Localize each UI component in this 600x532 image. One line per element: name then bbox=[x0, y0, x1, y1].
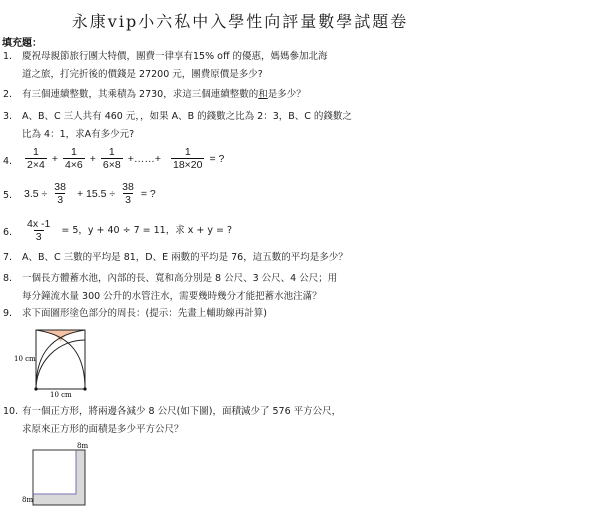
fraction: $\frac{4x -1}{3}$ bbox=[27, 218, 51, 243]
side-length-label: 10 cm bbox=[14, 355, 36, 363]
question-number: 7. bbox=[3, 252, 13, 263]
question-number: 4. bbox=[3, 156, 13, 167]
fraction: $\frac{38}{3}$ bbox=[54, 181, 66, 206]
fraction: $\frac{1}{2\times 4}$ bbox=[27, 146, 45, 171]
question-text: A、B、C 三人共有 460 元，，如果 A、B 的錢數之比為 2：3，B、C 的錢數之 bbox=[22, 111, 352, 122]
page-title: 永康vip小六私中入學性向評量數學試題卷 bbox=[71, 12, 409, 31]
question-text: 比為 4：1，求A有多少元? bbox=[22, 129, 135, 140]
question-number: 6. bbox=[3, 227, 13, 238]
question-text: 每分鐘流水量 300 公升的水管注水，需要幾時幾分才能把蓄水池注滿？ bbox=[22, 291, 322, 302]
math-expression: $\frac{4x -1}{3}$ = 5，y + 40 ÷ 7 = 11，求 x + y = ? bbox=[27, 218, 233, 243]
underlined-word: 和 bbox=[258, 89, 268, 100]
question-number: 2. bbox=[3, 89, 13, 100]
question-text: 是多少？ bbox=[267, 89, 306, 100]
question-text: 有三個連續整數，其乘積為 2730，求這三個連續整數的 bbox=[22, 89, 259, 100]
section-heading: 填充題： bbox=[2, 38, 42, 49]
square-figure bbox=[20, 440, 100, 515]
question-number: 3. bbox=[3, 111, 13, 122]
question-number: 8. bbox=[3, 273, 13, 284]
question-number: 1. bbox=[3, 51, 13, 62]
math-expression: $\frac{1}{2\times 4}$ + $\frac{1}{4\times 6}$ + $\frac{1}{6\times 8}$ +……+ $\frac{1}{18\times 20}$ = ? bbox=[27, 146, 225, 171]
fraction: $\frac{1}{4\times 6}$ bbox=[64, 146, 83, 171]
question-number: 5. bbox=[3, 190, 13, 201]
question-text: A、B、C 三數的平均是 81，D、E 兩數的平均是 76，這五數的平均是多少？ bbox=[22, 252, 348, 263]
question-text: 慶祝母親節旅行團大特價，團費一律享有15% off 的優惠，媽媽參加北海 bbox=[22, 51, 328, 62]
fraction: $\frac{1}{6\times 8}$ bbox=[102, 146, 121, 171]
question-text: 一個長方體蓄水池，內部的長、寬和高分別是 8 公尺、3 公尺、4 公尺；用 bbox=[22, 273, 338, 284]
question-number: 10. bbox=[3, 406, 19, 417]
math-expression: 3.5 ÷ $\frac{38}{3}$ + 15.5 ÷ $\frac{38}{3}$ = ? bbox=[24, 181, 156, 206]
question-number: 9. bbox=[3, 308, 13, 319]
question-text: 有一個正方形，將兩邊各減少 8 公尺(如下圖)，面積減少了 576 平方公尺， bbox=[22, 406, 342, 417]
bottom-length-label: 10 cm bbox=[50, 391, 72, 399]
fraction: $\frac{1}{18\times 20}$ bbox=[172, 146, 203, 171]
quarter-circles-figure bbox=[10, 325, 100, 400]
question-text: 求原來正方形的面積是多少平方公尺？ bbox=[22, 424, 184, 435]
fraction: $\frac{38}{3}$ bbox=[122, 181, 134, 206]
question-text: 求下面圖形塗色部分的周長：(提示：先畫上輔助線再計算) bbox=[22, 308, 267, 319]
question-text: 道之旅，打完折後的價錢是 27200 元，團費原價是多少? bbox=[22, 69, 263, 80]
top-label: 8m bbox=[77, 442, 89, 450]
left-label: 8m bbox=[22, 496, 34, 504]
